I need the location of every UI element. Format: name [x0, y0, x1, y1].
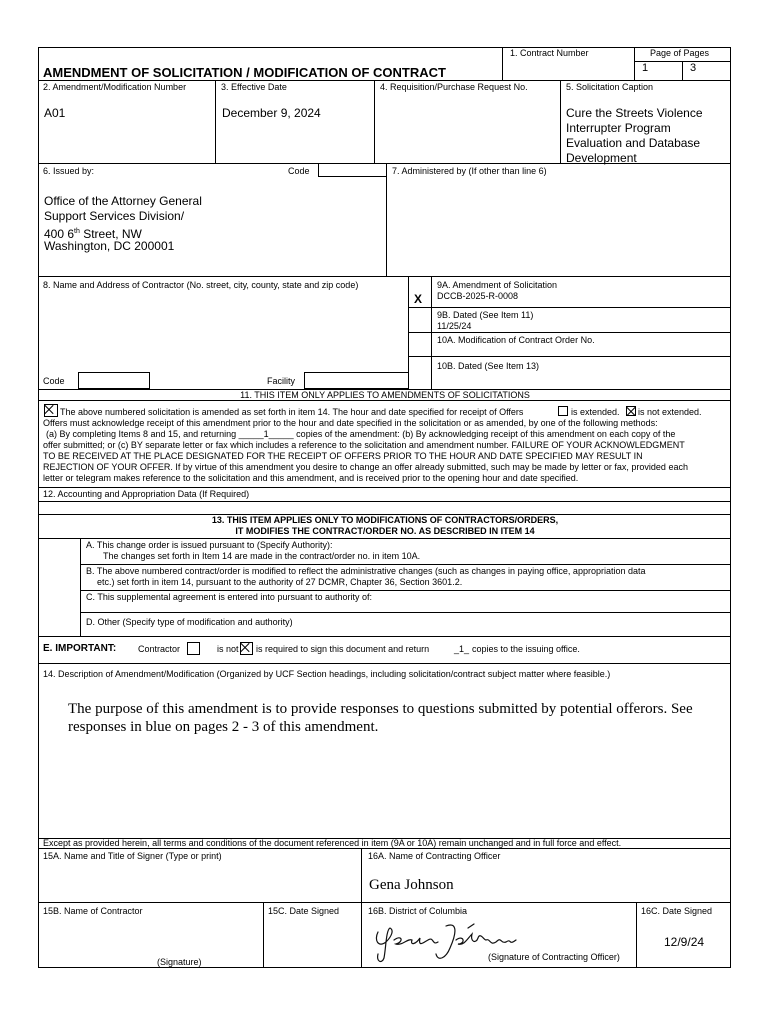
facility-field[interactable]	[304, 372, 409, 389]
page-of-pages-label: Page of Pages	[650, 48, 710, 58]
rule	[38, 487, 731, 488]
amendment-number-value: A01	[44, 106, 66, 120]
is-required-checkbox[interactable]	[240, 642, 253, 655]
extended-label: is extended.	[571, 407, 620, 417]
issued-code-label: Code	[288, 166, 310, 176]
rule	[408, 307, 731, 308]
is-not-checkbox[interactable]	[187, 642, 200, 655]
rule	[374, 80, 375, 163]
item11-line: Offers must acknowledge receipt of this amendment prior to the hour and date specified in the solicitation or as amended, by one of the following methods:	[43, 418, 658, 428]
modification-order-label: 10A. Modification of Contract Order No.	[437, 335, 595, 345]
rule	[730, 47, 731, 967]
facility-label: Facility	[267, 376, 296, 386]
issued-by-line: Support Services Division/	[44, 209, 185, 223]
item13-option-c: C. This supplemental agreement is entered into pursuant to authority of:	[86, 592, 372, 602]
rule	[361, 848, 362, 967]
contracting-officer-label: 16A. Name of Contracting Officer	[368, 851, 501, 861]
signer-name-label: 15A. Name and Title of Signer (Type or print)	[43, 851, 222, 861]
item13-option-d: D. Other (Specify type of modification and authority)	[86, 617, 293, 627]
officer-signature-label: (Signature of Contracting Officer)	[488, 952, 620, 962]
item11-line: letter or telegram makes reference to the solicitation and this amendment, and is received prior to the opening hour and date specified.	[43, 473, 579, 483]
amendment-solicitation-value: DCCB-2025-R-0008	[437, 291, 519, 301]
extended-checkbox[interactable]	[558, 406, 568, 416]
contractor-signature-label: (Signature)	[157, 957, 202, 967]
rule	[38, 902, 731, 903]
item13-heading: IT MODIFIES THE CONTRACT/ORDER NO. AS DESCRIBED IN ITEM 14	[235, 526, 535, 536]
item13-option-b: B. The above numbered contract/order is modified to reflect the administrative changes (such as changes in paying office, appropriation data	[86, 566, 646, 576]
rule	[408, 332, 731, 333]
dated-9b-value: 11/25/24	[437, 321, 472, 331]
solicitation-caption-line: Interrupter Program	[566, 121, 671, 135]
rule	[682, 61, 683, 80]
rule	[80, 564, 731, 565]
solicitation-caption-line: Cure the Streets Violence	[566, 106, 703, 120]
officer-date-label: 16C. Date Signed	[641, 906, 713, 916]
rule	[502, 47, 503, 80]
item11-line: (a) By completing Items 8 and 15, and returning _____1_____ copies of the amendment: (b) By acknowledging receipt of this amendment on each copy of the	[46, 429, 676, 439]
item13-heading: 13. THIS ITEM APPLIES ONLY TO MODIFICATIONS OF CONTRACTORS/ORDERS,	[211, 515, 559, 525]
contractor-code-label: Code	[43, 376, 65, 386]
effective-date-value: December 9, 2024	[222, 106, 321, 120]
contract-number-label: 1. Contract Number	[510, 48, 589, 58]
issued-code-field[interactable]	[318, 163, 387, 177]
rule	[215, 80, 216, 163]
rule	[38, 663, 731, 664]
rule	[263, 902, 264, 967]
item11-line: TO BE RECEIVED AT THE PLACE DESIGNATED FOR THE RECEIPT OF OFFERS PRIOR TO THE HOUR AND DATE SPECIFIED MAY RESULT IN	[43, 451, 643, 461]
item13-option-b-detail: etc.) set forth in item 14, pursuant to the authority of 27 DCMR, Chapter 36, Section 3601.2.	[97, 577, 463, 587]
item13-option-a-detail: The changes set forth in Item 14 are made in the contract/order no. in item 10A.	[103, 551, 421, 561]
important-label: E. IMPORTANT:	[43, 643, 117, 654]
rule	[560, 80, 561, 163]
copies-text: copies to the issuing office.	[472, 644, 580, 654]
administered-by-label: 7. Administered by (If other than line 6)	[392, 166, 547, 176]
solicitation-caption-label: 5. Solicitation Caption	[566, 82, 654, 92]
rule	[38, 47, 731, 48]
rule	[80, 590, 731, 591]
page-count: 3	[690, 62, 697, 74]
contractor-name-label: 15B. Name of Contractor	[43, 906, 143, 916]
solicitation-caption-line: Development	[566, 151, 637, 165]
issued-by-line: 400 6th Street, NW	[44, 227, 142, 241]
rule	[634, 61, 730, 62]
copies-count: 1	[263, 429, 269, 439]
contracting-officer-name: Gena Johnson	[369, 877, 454, 893]
rule	[38, 967, 731, 968]
item12-label: 12. Accounting and Appropriation Data (If Required)	[43, 489, 250, 499]
item11-line: REJECTION OF YOUR OFFER. If by virtue of this amendment you desire to change an offer already submitted, such may be made by letter or fax, provided each	[43, 462, 688, 472]
rule	[386, 163, 387, 276]
form-title: AMENDMENT OF SOLICITATION / MODIFICATION OF CONTRACT	[43, 65, 446, 80]
rule	[408, 356, 731, 357]
return-count: _1_	[454, 644, 470, 654]
item11-heading: 11. THIS ITEM ONLY APPLIES TO AMENDMENTS OF SOLICITATIONS	[240, 390, 530, 400]
dated-9b-label: 9B. Dated (See Item 11)	[437, 310, 534, 320]
contractor-date-label: 15C. Date Signed	[268, 906, 340, 916]
item13-option-a: A. This change order is issued pursuant to (Specify Authority):	[86, 540, 333, 550]
item11-line: The above numbered solicitation is amended as set forth in item 14. The hour and date specified for receipt of Offers	[60, 407, 524, 417]
page-number: 1	[642, 62, 649, 74]
issued-by-line: Washington, DC 200001	[44, 239, 175, 253]
item14-text: The purpose of this amendment is to provide responses to questions submitted by potential offerors. See	[68, 701, 693, 717]
amendment-number-label: 2. Amendment/Modification Number	[43, 82, 187, 92]
rule	[38, 276, 731, 277]
not-extended-checkbox[interactable]	[626, 406, 636, 416]
rule	[38, 636, 731, 637]
rule	[38, 80, 731, 81]
rule	[38, 47, 39, 967]
contractor-address-label: 8. Name and Address of Contractor (No. street, city, county, state and zip code)	[43, 280, 359, 290]
officer-date-value: 12/9/24	[664, 935, 705, 949]
district-label: 16B. District of Columbia	[368, 906, 468, 916]
dated-10b-label: 10B. Dated (See Item 13)	[437, 361, 540, 371]
is-required-label: is required to sign this document and return	[256, 644, 430, 654]
amendment-x-mark: X	[414, 292, 423, 306]
issued-by-line: Office of the Attorney General	[44, 194, 202, 208]
rule	[636, 902, 637, 967]
effective-date-label: 3. Effective Date	[221, 82, 287, 92]
rule	[38, 538, 731, 539]
rule	[634, 47, 635, 80]
rule	[431, 276, 432, 389]
amendment-solicitation-label: 9A. Amendment of Solicitation	[437, 280, 558, 290]
requisition-label: 4. Requisition/Purchase Request No.	[380, 82, 528, 92]
rule	[80, 612, 731, 613]
amended-checkbox[interactable]	[44, 404, 58, 417]
important-contractor: Contractor	[138, 644, 181, 654]
item14-label: 14. Description of Amendment/Modification (Organized by UCF Section headings, including solicitation/contract subject matter where feasible.)	[43, 669, 611, 679]
issued-by-label: 6. Issued by:	[43, 166, 95, 176]
rule	[38, 501, 731, 502]
rule	[80, 538, 81, 636]
is-not-label: is not	[217, 644, 239, 654]
contractor-code-field[interactable]	[78, 372, 150, 389]
item11-line: offer submitted; or (c) BY separate letter or fax which includes a reference to the solicitation and amendment number. FAILURE OF YOUR ACKNOWLEDGMENT	[43, 440, 685, 450]
except-clause: Except as provided herein, all terms and conditions of the document referenced in item (9A or 10A) remain unchanged and in full force and effect.	[43, 838, 622, 848]
solicitation-caption-line: Evaluation and Database	[566, 136, 701, 150]
item14-text: responses in blue on pages 2 - 3 of this amendment.	[68, 719, 379, 735]
not-extended-label: is not extended.	[638, 407, 702, 417]
